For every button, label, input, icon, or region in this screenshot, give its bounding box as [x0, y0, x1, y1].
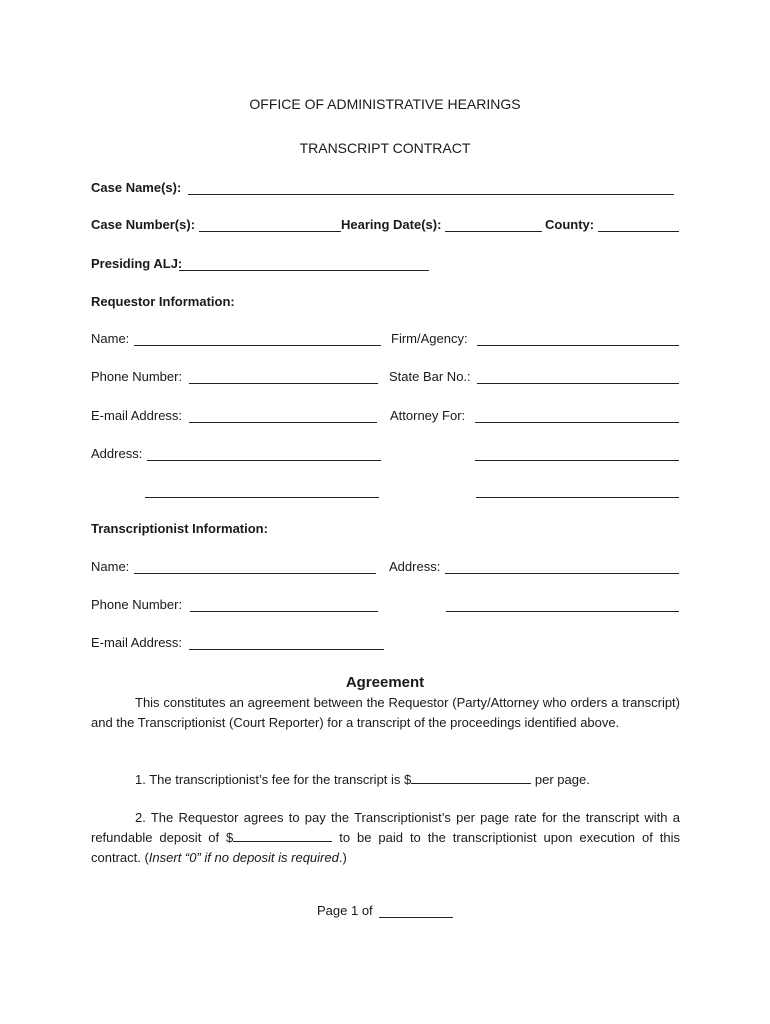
requestor-phone-field[interactable] [189, 383, 378, 384]
transcriptionist-address-label: Address: [389, 559, 441, 574]
transcriptionist-section-label: Transcriptionist Information: [91, 521, 268, 536]
document-title: TRANSCRIPT CONTRACT [299, 140, 471, 156]
case-numbers-field[interactable] [199, 231, 341, 232]
agreement-item-1 [91, 770, 680, 790]
office-title: OFFICE OF ADMINISTRATIVE HEARINGS [249, 96, 521, 112]
requestor-firm-label: Firm/Agency: [391, 331, 468, 346]
requestor-address-label: Address: [91, 446, 143, 461]
county-label: County: [545, 217, 595, 232]
county-field[interactable] [598, 231, 679, 232]
transcriptionist-phone-field[interactable] [190, 611, 378, 612]
requestor-address-line-2[interactable] [475, 460, 679, 461]
fee-per-page-field[interactable] [411, 770, 531, 784]
transcriptionist-address-line-2[interactable] [446, 611, 679, 612]
page-total-field[interactable] [379, 917, 453, 918]
hearing-dates-field[interactable] [445, 231, 542, 232]
agreement-intro-text: This constitutes an agreement between the Requestor (Party/Attorney who orders a transcript) and the Transcriptionist (Court Reporter) for a transcript of the proceedings identified above. [91, 695, 680, 730]
requestor-address-line-1[interactable] [147, 460, 381, 461]
page-number-label: Page 1 of [317, 903, 373, 918]
item2-middle: to be paid to the transcriptionist upon execution of this contract. ( [91, 830, 680, 865]
requestor-bar-field[interactable] [477, 383, 679, 384]
item2-italic-note: Insert “0” if no deposit is required [148, 850, 339, 865]
item1-suffix: per page. [531, 772, 590, 787]
requestor-attorney-label: Attorney For: [390, 408, 466, 423]
requestor-firm-field[interactable] [477, 345, 679, 346]
hearing-dates-label: Hearing Date(s): [341, 217, 442, 232]
transcriptionist-email-field[interactable] [189, 649, 384, 650]
requestor-email-label: E-mail Address: [91, 408, 183, 423]
case-numbers-label: Case Number(s): [91, 217, 196, 232]
case-names-label: Case Name(s): [91, 180, 182, 195]
item2-prefix: 2. The Requestor agrees to pay the Transcriptionist’s per page rate for the transcript with a refundable deposit of $ [91, 810, 680, 845]
requestor-address-line-3[interactable] [145, 497, 379, 498]
requestor-name-label: Name: [91, 331, 130, 346]
requestor-bar-label: State Bar No.: [389, 369, 471, 384]
transcriptionist-name-field[interactable] [134, 573, 376, 574]
agreement-item-2 [91, 808, 680, 868]
agreement-intro [91, 693, 680, 733]
requestor-name-field[interactable] [134, 345, 381, 346]
requestor-attorney-field[interactable] [475, 422, 679, 423]
agreement-heading: Agreement [345, 674, 425, 691]
item2-end: .) [338, 850, 347, 865]
transcriptionist-name-label: Name: [91, 559, 130, 574]
presiding-alj-label: Presiding ALJ: [91, 256, 183, 271]
requestor-address-line-4[interactable] [476, 497, 679, 498]
requestor-phone-label: Phone Number: [91, 369, 183, 384]
case-names-field[interactable] [188, 194, 674, 195]
item1-prefix: 1. The transcriptionist’s fee for the transcript is $ [135, 772, 412, 787]
requestor-section-label: Requestor Information: [91, 294, 235, 309]
deposit-amount-field[interactable] [233, 828, 332, 842]
transcriptionist-email-label: E-mail Address: [91, 635, 183, 650]
requestor-email-field[interactable] [189, 422, 377, 423]
transcriptionist-phone-label: Phone Number: [91, 597, 183, 612]
transcriptionist-address-line-1[interactable] [445, 573, 679, 574]
presiding-alj-field[interactable] [179, 270, 429, 271]
